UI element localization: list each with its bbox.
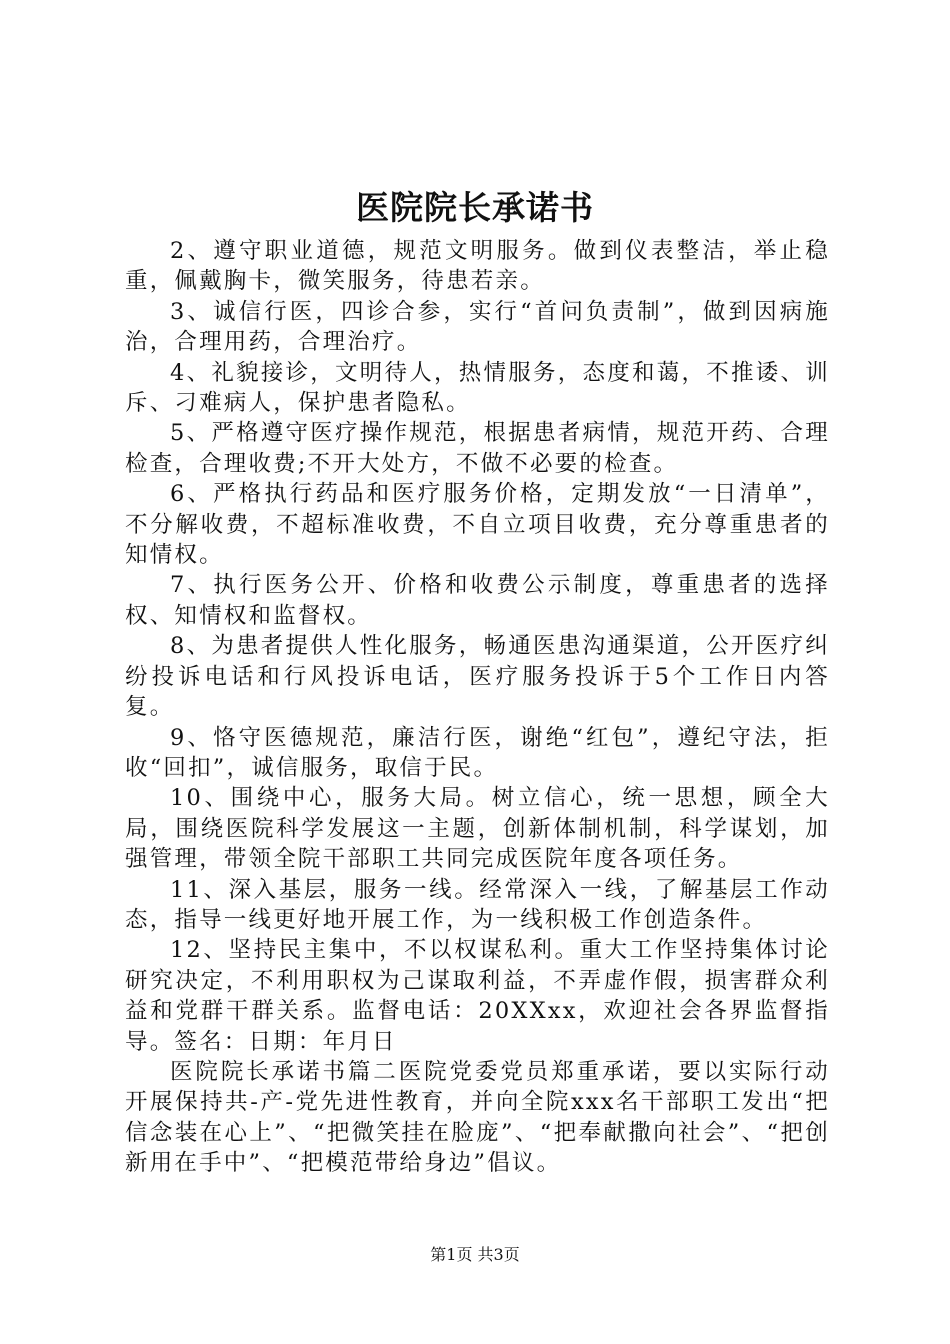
paragraph-item-7: 7、执行医务公开、价格和收费公示制度，尊重患者的选择权、知情权和监督权。 (125, 572, 830, 629)
paragraph-item-5: 5、严格遵守医疗操作规范，根据患者病情，规范开药、合理检查，合理收费;不开大处方，不做不必要的检查。 (125, 420, 830, 477)
paragraph-item-9: 9、恪守医德规范，廉洁行医，谢绝“红包”，遵纪守法，拒收“回扣”，诚信服务，取信于民。 (125, 724, 830, 781)
paragraph-item-4: 4、礼貌接诊，文明待人，热情服务，态度和蔼，不推诿、训斥、刁难病人，保护患者隐私。 (125, 359, 830, 417)
paragraph-item-11: 11、深入基层，服务一线。经常深入一线，了解基层工作动态，指导一线更好地开展工作，为一线积极工作创造条件。 (125, 876, 830, 933)
paragraph-item-10: 10、围绕中心，服务大局。树立信心，统一思想，顾全大局，围绕医院科学发展这一主题，创新体制机制，科学谋划，加强管理，带领全院干部职工共同完成医院年度各项任务。 (125, 785, 830, 873)
document-body (125, 236, 830, 1179)
document-title: 医院院长承诺书 (356, 188, 594, 227)
paragraph-item-12: 12、坚持民主集中，不以权谋私利。重大工作坚持集体讨论研究决定，不利用职权为己谋取利益，不弄虚作假，损害群众利益和党群干群关系。监督电话：20XXxx，欢迎社会各界监督指导。签名：日期：年月日 (125, 937, 830, 1055)
paragraph-item-3: 3、诚信行医，四诊合参，实行“首问负责制”，做到因病施治，合理用药，合理治疗。 (125, 298, 830, 356)
paragraph-item-6: 6、严格执行药品和医疗服务价格，定期发放“一日清单”，不分解收费，不超标准收费，不自立项目收费，充分尊重患者的知情权。 (125, 481, 830, 569)
paragraph-item-8: 8、为患者提供人性化服务，畅通医患沟通渠道，公开医疗纠纷投诉电话和行风投诉电话，医疗服务投诉于5个工作日内答复。 (125, 633, 830, 721)
page-footer: 第1页 共3页 (430, 1245, 520, 1264)
paragraph-section-two: 医院院长承诺书篇二医院党委党员郑重承诺，要以实际行动开展保持共-产-党先进性教育，并向全院xxx名干部职工发出“把信念装在心上”、“把微笑挂在脸庞”、“把奉献撒向社会”、“把创新用在手中”、“把模范带给身边”倡议。 (125, 1058, 830, 1177)
paragraph-item-2: 2、遵守职业道德，规范文明服务。做到仪表整洁，举止稳重，佩戴胸卡，微笑服务，待患若亲。 (125, 238, 830, 295)
